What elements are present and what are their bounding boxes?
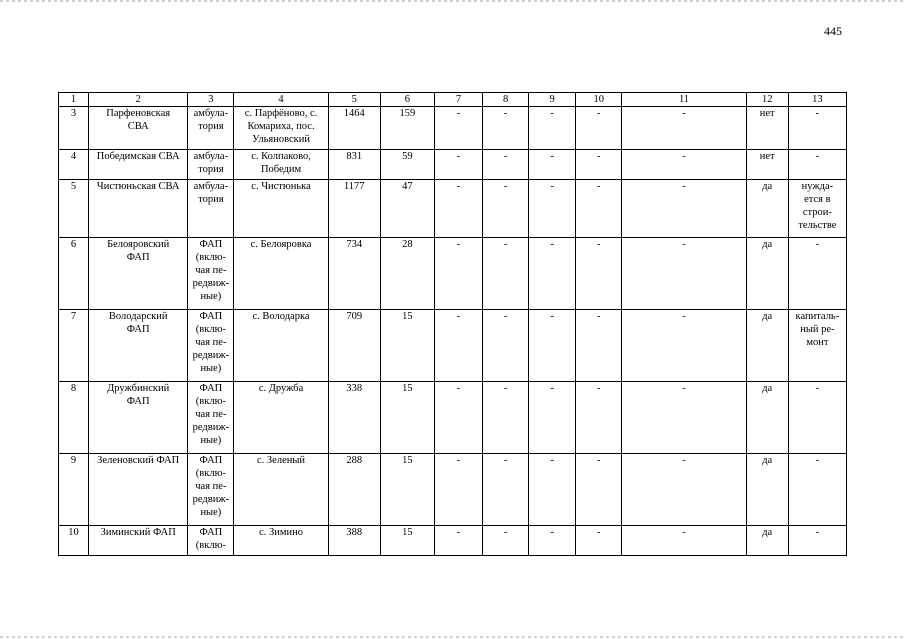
table-cell: 1177 — [328, 180, 380, 238]
table-cell: - — [483, 526, 529, 556]
table-cell: - — [576, 150, 622, 180]
table-cell: амбула- тория — [188, 107, 234, 150]
table-cell: да — [746, 238, 788, 310]
table-cell: - — [529, 238, 576, 310]
table-cell: - — [434, 310, 482, 382]
table-cell: да — [746, 310, 788, 382]
table-cell: - — [434, 526, 482, 556]
table-cell: да — [746, 526, 788, 556]
table-cell: - — [788, 454, 846, 526]
table-cell: - — [622, 526, 746, 556]
table-cell: Парфеновская СВА — [89, 107, 188, 150]
table-cell: 59 — [380, 150, 434, 180]
table-cell: с. Чистюнька — [234, 180, 328, 238]
table-cell: 288 — [328, 454, 380, 526]
table-cell: 6 — [59, 238, 89, 310]
table-row — [59, 180, 847, 238]
table-cell: - — [576, 238, 622, 310]
table-cell: с. Зеленый — [234, 454, 328, 526]
table-cell: - — [434, 150, 482, 180]
header-cell: 10 — [576, 93, 622, 107]
table-cell: ФАП (вклю- чая пе- редвиж- ные) — [188, 310, 234, 382]
header-cell: 11 — [622, 93, 746, 107]
table-cell: - — [483, 382, 529, 454]
table-cell: Победимская СВА — [89, 150, 188, 180]
table-cell: - — [788, 150, 846, 180]
table-cell: - — [576, 382, 622, 454]
table-row — [59, 150, 847, 180]
table-cell: - — [788, 107, 846, 150]
table-cell: 159 — [380, 107, 434, 150]
table-cell: - — [622, 238, 746, 310]
header-cell: 7 — [434, 93, 482, 107]
table-cell: 5 — [59, 180, 89, 238]
table-cell: 831 — [328, 150, 380, 180]
table-cell: - — [483, 107, 529, 150]
table-row — [59, 382, 847, 454]
header-cell: 4 — [234, 93, 328, 107]
table-cell: 338 — [328, 382, 380, 454]
table-cell: да — [746, 382, 788, 454]
header-cell: 3 — [188, 93, 234, 107]
table-cell: 47 — [380, 180, 434, 238]
table-cell: - — [483, 310, 529, 382]
table-row — [59, 107, 847, 150]
table-cell: капиталь- ный ре- монт — [788, 310, 846, 382]
table-cell: 4 — [59, 150, 89, 180]
table-cell: Зеленовский ФАП — [89, 454, 188, 526]
table-cell: 7 — [59, 310, 89, 382]
table-cell: - — [434, 107, 482, 150]
header-cell: 1 — [59, 93, 89, 107]
table-cell: - — [529, 180, 576, 238]
table-cell: - — [576, 310, 622, 382]
table-cell: 10 — [59, 526, 89, 556]
table-cell: 9 — [59, 454, 89, 526]
table-cell: 15 — [380, 310, 434, 382]
table-cell: - — [483, 454, 529, 526]
table-cell: - — [434, 180, 482, 238]
table-cell: с. Парфёново, с. Комариха, пос. Ульяновский — [234, 107, 328, 150]
table-cell: - — [529, 382, 576, 454]
table-cell: - — [622, 150, 746, 180]
table-cell: нет — [746, 107, 788, 150]
table-cell: нужда- ется в строи- тельстве — [788, 180, 846, 238]
table-cell: - — [434, 238, 482, 310]
table-cell: Дружбинский ФАП — [89, 382, 188, 454]
table-cell: с. Зимино — [234, 526, 328, 556]
table-cell: с. Белояровка — [234, 238, 328, 310]
table-row — [59, 454, 847, 526]
table-cell: с. Колпаково, Победим — [234, 150, 328, 180]
table-cell: - — [483, 238, 529, 310]
table-cell: - — [434, 382, 482, 454]
table-cell: - — [576, 107, 622, 150]
header-cell: 8 — [483, 93, 529, 107]
table-cell: 388 — [328, 526, 380, 556]
table-cell: - — [529, 150, 576, 180]
table-cell: амбула- тория — [188, 180, 234, 238]
table-cell: ФАП (вклю- — [188, 526, 234, 556]
header-cell: 2 — [89, 93, 188, 107]
table-cell: 3 — [59, 107, 89, 150]
table-cell: Володарский ФАП — [89, 310, 188, 382]
table-cell: - — [788, 238, 846, 310]
table-cell: 15 — [380, 382, 434, 454]
table-cell: 8 — [59, 382, 89, 454]
table-cell: - — [622, 180, 746, 238]
table-cell: - — [529, 310, 576, 382]
table-cell: - — [622, 310, 746, 382]
table-row — [59, 310, 847, 382]
facilities-table — [58, 92, 847, 556]
header-cell: 12 — [746, 93, 788, 107]
table-cell: Белояровский ФАП — [89, 238, 188, 310]
table-row — [59, 526, 847, 556]
table-cell: - — [576, 526, 622, 556]
header-cell: 13 — [788, 93, 846, 107]
table-cell: 28 — [380, 238, 434, 310]
table-cell: - — [529, 107, 576, 150]
scan-edge-bottom — [0, 636, 905, 638]
table-cell: - — [622, 454, 746, 526]
table-cell: 15 — [380, 526, 434, 556]
table-cell: - — [576, 180, 622, 238]
table-cell: 1464 — [328, 107, 380, 150]
table-cell: 709 — [328, 310, 380, 382]
table-cell: Зиминский ФАП — [89, 526, 188, 556]
header-cell: 6 — [380, 93, 434, 107]
table-cell: 734 — [328, 238, 380, 310]
table-cell: да — [746, 454, 788, 526]
table-cell: - — [483, 180, 529, 238]
table-cell: ФАП (вклю- чая пе- редвиж- ные) — [188, 238, 234, 310]
table-cell: ФАП (вклю- чая пе- редвиж- ные) — [188, 454, 234, 526]
table-cell: 15 — [380, 454, 434, 526]
table-cell: - — [529, 526, 576, 556]
table-cell: - — [576, 454, 622, 526]
header-cell: 5 — [328, 93, 380, 107]
table-cell: - — [483, 150, 529, 180]
table-cell: - — [434, 454, 482, 526]
table-cell: Чистюньская СВА — [89, 180, 188, 238]
table-cell: да — [746, 180, 788, 238]
scan-edge-top — [0, 0, 905, 2]
page-number: 445 — [824, 24, 842, 38]
table-cell: - — [788, 382, 846, 454]
header-row — [59, 93, 847, 107]
table-cell: - — [788, 526, 846, 556]
table-cell: ФАП (вклю- чая пе- редвиж- ные) — [188, 382, 234, 454]
table-cell: - — [529, 454, 576, 526]
header-cell: 9 — [529, 93, 576, 107]
table-row — [59, 238, 847, 310]
table-cell: с. Дружба — [234, 382, 328, 454]
table-cell: нет — [746, 150, 788, 180]
table-cell: - — [622, 382, 746, 454]
table-cell: амбула- тория — [188, 150, 234, 180]
table-cell: с. Володарка — [234, 310, 328, 382]
table-cell: - — [622, 107, 746, 150]
